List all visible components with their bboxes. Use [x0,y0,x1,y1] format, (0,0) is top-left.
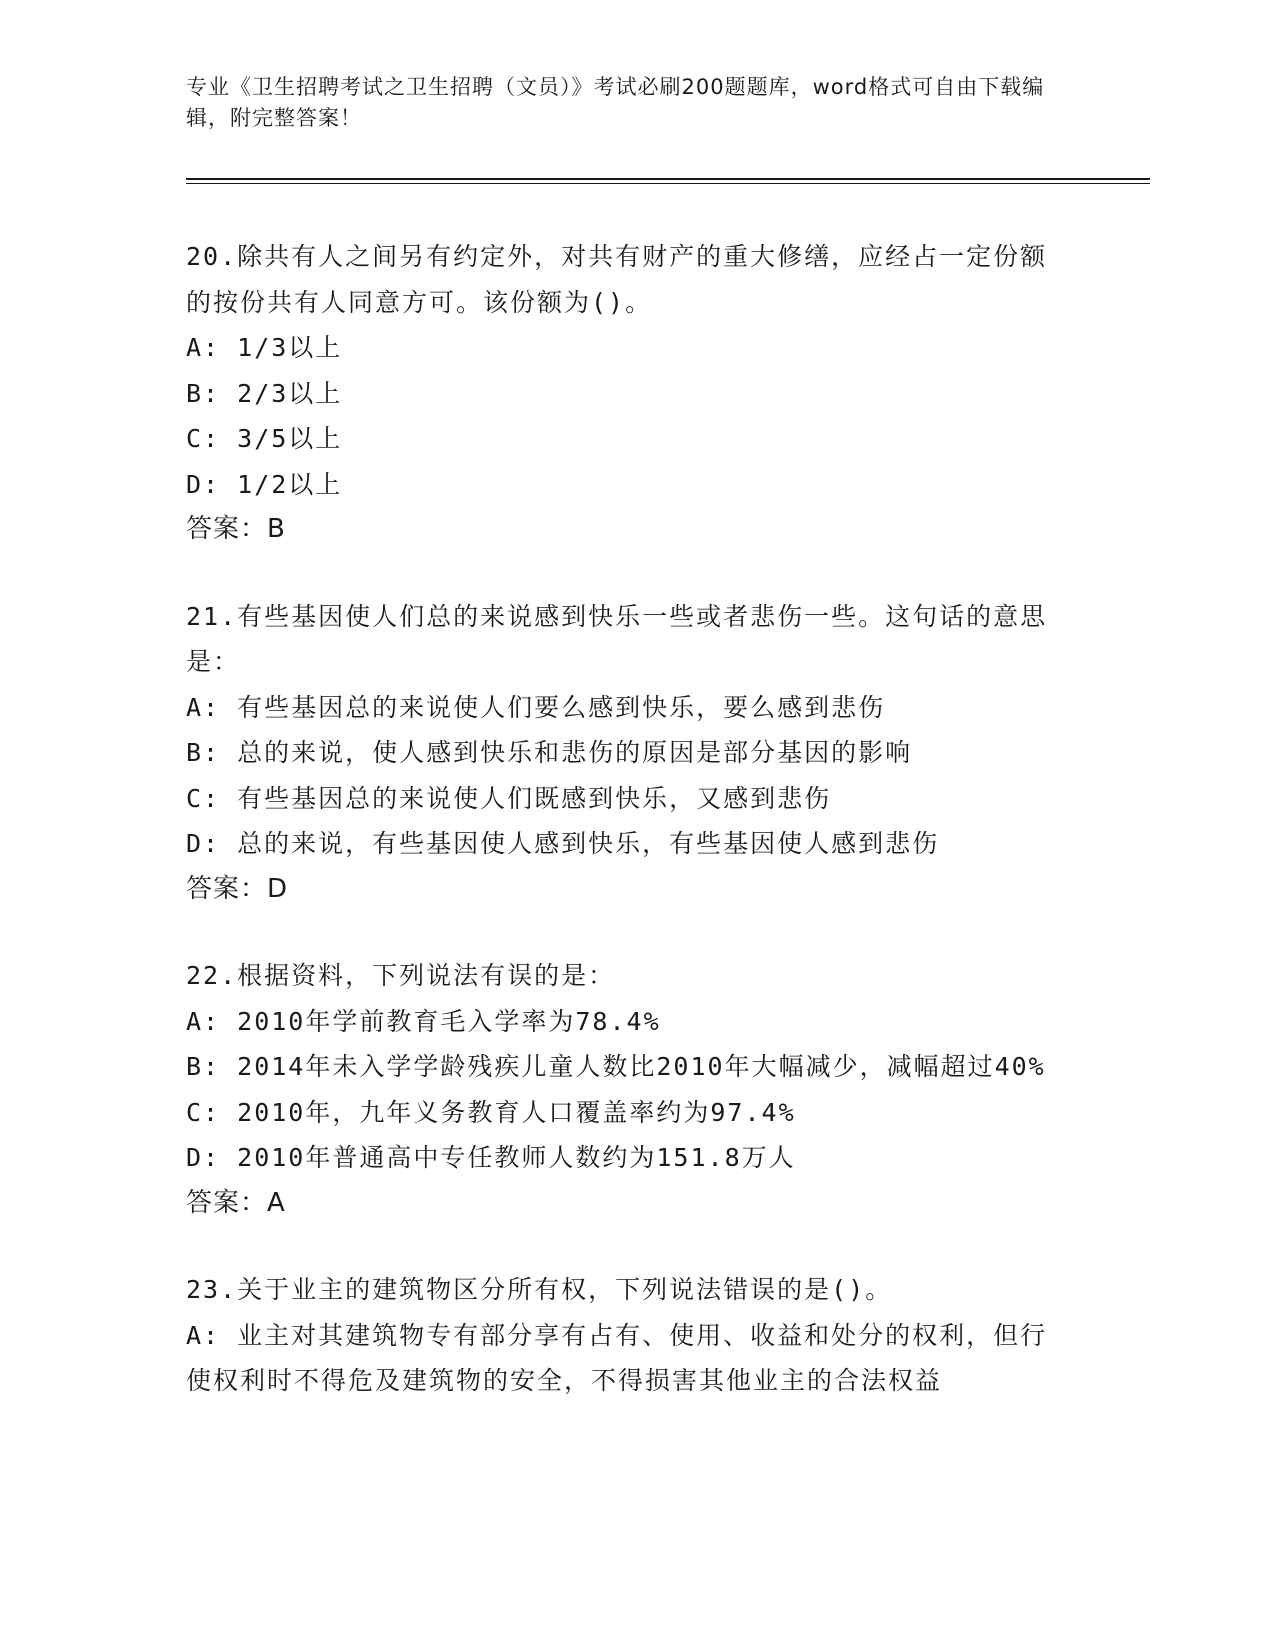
option-b: B: 2/3以上 [186,378,343,408]
document-header: 专业《卫生招聘考试之卫生招聘（文员）》考试必刷200题题库，word格式可自由下载编辑，附完整答案！ [186,75,1045,130]
answer: 答案：D [186,873,289,904]
question-list [186,234,1066,1445]
header-divider-thick [186,178,1150,180]
question-21 [186,594,1066,913]
option-a: A: 1/3以上 [186,333,343,362]
question-text: 21.有些基因使人们总的来说感到快乐一些或者悲伤一些。这句话的意思是： [186,601,1048,676]
option-c: C: 有些基因总的来说使人们既感到快乐，又感到悲伤 [186,783,832,813]
option-d: D: 1/2以上 [186,469,343,499]
option-b: B: 总的来说，使人感到快乐和悲伤的原因是部分基因的影响 [186,738,913,767]
option-c: C: 2010年，九年义务教育人口覆盖率约为97.4% [186,1097,796,1127]
answer: 答案：A [186,1187,286,1218]
question-text: 23.关于业主的建筑物区分所有权，下列说法错误的是()。 [186,1275,893,1304]
option-a: A: 2010年学前教育毛入学率为78.4% [186,1006,661,1036]
question-23 [186,1267,1066,1404]
option-d: D: 2010年普通高中专任教师人数约为151.8万人 [186,1143,796,1172]
option-a: A: 有些基因总的来说使人们要么感到快乐，要么感到悲伤 [186,692,886,722]
header-divider-thin [186,183,1150,184]
question-20 [186,234,1066,553]
answer: 答案：B [186,514,286,544]
option-d: D: 总的来说，有些基因使人感到快乐，有些基因使人感到悲伤 [186,829,940,858]
question-22 [186,953,1066,1226]
option-b: B: 2014年未入学学龄残疾儿童人数比2010年大幅减少，减幅超过40% [186,1052,1046,1081]
question-text: 20.除共有人之间另有约定外，对共有财产的重大修缮，应经占一定份额的按份共有人同意方可。该份额为()。 [186,242,1048,317]
option-a: A: 业主对其建筑物专有部分享有占有、使用、收益和处分的权利，但行使权利时不得危及建筑物的安全，不得损害其他业主的合法权益 [186,1320,1048,1395]
question-text: 22.根据资料，下列说法有误的是： [186,961,616,990]
option-c: C: 3/5以上 [186,424,343,453]
